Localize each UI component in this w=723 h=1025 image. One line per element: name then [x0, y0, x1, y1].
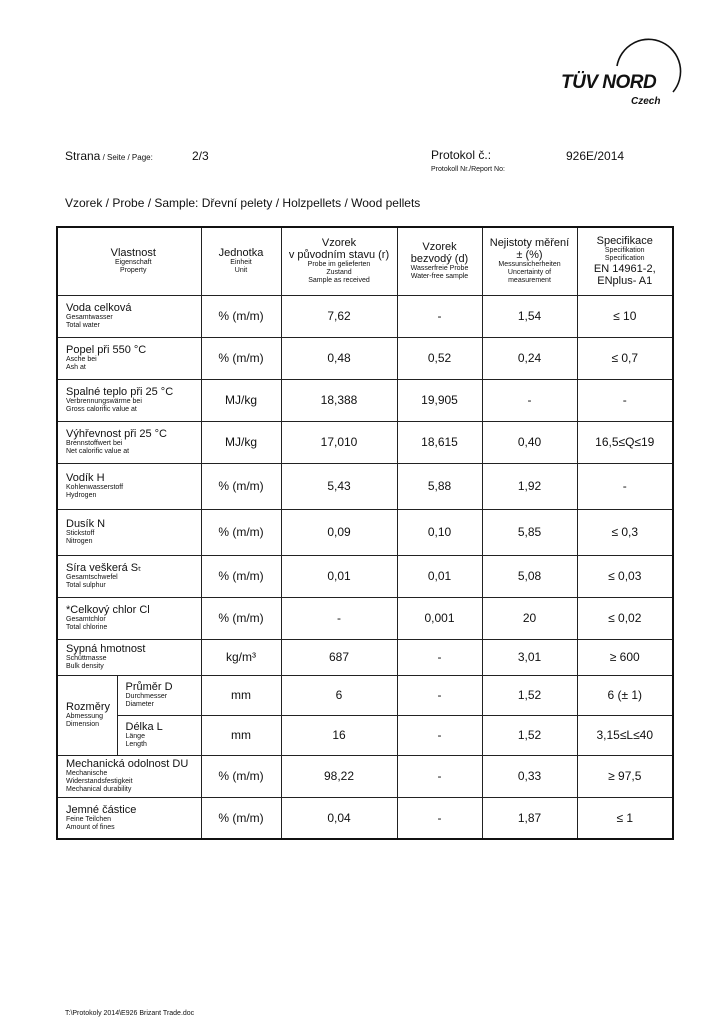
property-desc: Total sulphur [66, 582, 106, 589]
protocol-sub-label: Protokoll Nr./Report No: [431, 166, 505, 173]
uncertainty: 0,33 [482, 755, 577, 797]
property-name: Rozměry [66, 701, 111, 713]
table-row [57, 675, 673, 715]
value-as-received: 0,09 [281, 509, 397, 555]
value-as-received: 98,22 [281, 755, 397, 797]
unit-cell: % (m/m) [201, 555, 281, 597]
uncertainty: 0,40 [482, 421, 577, 463]
value-dry: 5,88 [397, 463, 482, 509]
column-title: EN 14961-2, [593, 263, 656, 276]
specification: ≤ 0,03 [577, 555, 673, 597]
column-subtitle: Water-free sample [410, 273, 469, 281]
table-row [57, 715, 673, 755]
property-name: Dusík N [66, 518, 106, 530]
uncertainty: 1,92 [482, 463, 577, 509]
column-subtitle: Property [120, 267, 147, 275]
value-as-received: 0,04 [281, 797, 397, 839]
table-row [57, 295, 673, 337]
table-row [57, 421, 673, 463]
property-name: Jemné částice [66, 803, 137, 816]
table-row [57, 337, 673, 379]
sample-title: Vzorek / Probe / Sample: Dřevní pelety / Holzpellets / Wood pellets [65, 196, 421, 210]
value-as-received: 16 [281, 715, 397, 755]
column-subtitle: measurement [508, 277, 551, 285]
unit-cell: % (m/m) [201, 463, 281, 509]
column-header-3 [397, 227, 482, 295]
column-subtitle: Uncertainty of [507, 269, 552, 277]
column-title: ± (%) [516, 249, 543, 262]
property-desc: Brennstoffwert bei [66, 440, 123, 447]
value-dry: 0,01 [397, 555, 482, 597]
specification: ≤ 10 [577, 295, 673, 337]
column-header-2 [281, 227, 397, 295]
protocol-label: Protokol č.: [431, 148, 492, 162]
value-dry: - [397, 797, 482, 839]
value-dry: - [397, 675, 482, 715]
unit-cell: % (m/m) [201, 337, 281, 379]
table-row [57, 509, 673, 555]
property-desc: Amount of fines [66, 823, 115, 831]
specification: ≥ 97,5 [577, 755, 673, 797]
property-cell [57, 337, 201, 379]
column-subtitle: Sample as received [308, 277, 370, 285]
specification: - [577, 379, 673, 421]
uncertainty: 1,54 [482, 295, 577, 337]
value-dry: 0,52 [397, 337, 482, 379]
column-subtitle: Zustand [326, 269, 352, 277]
specification: 16,5≤Q≤19 [577, 421, 673, 463]
column-header-5 [577, 227, 673, 295]
column-title: ENplus- A1 [597, 275, 653, 288]
property-desc: Gesamtschwefel [66, 574, 118, 581]
column-title: Vzorek [422, 241, 457, 254]
column-subtitle: Unit [234, 267, 248, 275]
unit-cell: MJ/kg [201, 379, 281, 421]
value-as-received: 0,48 [281, 337, 397, 379]
column-subtitle: Einheit [230, 259, 252, 267]
value-dry: 0,001 [397, 597, 482, 639]
table-row [57, 639, 673, 675]
value-as-received: 5,43 [281, 463, 397, 509]
property-desc: Mechanische [66, 770, 108, 777]
property-desc: Length [125, 741, 147, 748]
column-header-4 [482, 227, 577, 295]
value-as-received: - [281, 597, 397, 639]
unit-cell: % (m/m) [201, 509, 281, 555]
column-subtitle: Eigenschaft [114, 259, 152, 267]
property-desc: Widerstandsfestigkeit [66, 778, 133, 785]
property-desc: Gross calorific value at [66, 406, 137, 413]
property-desc: Hydrogen [66, 492, 97, 499]
uncertainty: 5,85 [482, 509, 577, 555]
property-name: Výhřevnost při 25 °C [66, 428, 167, 440]
specification: 6 (± 1) [577, 675, 673, 715]
column-title: Vlastnost [110, 247, 156, 260]
uncertainty: 1,52 [482, 675, 577, 715]
property-cell [57, 555, 201, 597]
specification: ≤ 0,7 [577, 337, 673, 379]
unit-cell: % (m/m) [201, 797, 281, 839]
column-title: bezvodý (d) [410, 253, 469, 266]
footer-path: T:\Protokoly 2014\E926 Brizant Trade.doc [65, 1010, 195, 1017]
property-desc: Länge [125, 733, 145, 740]
unit-cell: MJ/kg [201, 421, 281, 463]
property-name: Popel při 550 °C [66, 344, 147, 356]
property-name: Délka L [125, 721, 163, 733]
property-cell [57, 639, 201, 675]
specification: - [577, 463, 673, 509]
property-cell [57, 675, 117, 755]
value-as-received: 17,010 [281, 421, 397, 463]
property-desc: Feine Teilchen [66, 815, 112, 823]
property-desc: Ash at [66, 364, 86, 371]
property-desc: Diameter [125, 701, 154, 708]
property-desc: Mechanical durability [66, 786, 132, 793]
value-as-received: 18,388 [281, 379, 397, 421]
unit-cell: kg/m³ [201, 639, 281, 675]
unit-cell: % (m/m) [201, 295, 281, 337]
column-subtitle: Wasserfreie Probe [410, 265, 469, 273]
column-title: v původním stavu (r) [288, 249, 390, 262]
property-desc: Nitrogen [66, 538, 93, 545]
value-as-received: 687 [281, 639, 397, 675]
property-desc: Bulk density [66, 663, 104, 670]
value-dry: 19,905 [397, 379, 482, 421]
property-desc: Total water [66, 322, 100, 329]
property-name: Mechanická odolnost DU [66, 758, 189, 770]
table-row [57, 379, 673, 421]
value-dry: - [397, 755, 482, 797]
specification: ≤ 0,02 [577, 597, 673, 639]
table-row [57, 463, 673, 509]
table-row [57, 755, 673, 797]
value-dry: - [397, 639, 482, 675]
uncertainty: 3,01 [482, 639, 577, 675]
property-cell [117, 715, 201, 755]
column-title: Vzorek [321, 237, 357, 250]
unit-cell: % (m/m) [201, 755, 281, 797]
value-as-received: 7,62 [281, 295, 397, 337]
uncertainty: 1,87 [482, 797, 577, 839]
property-cell [57, 597, 201, 639]
logo-brand: TÜV NORD [561, 72, 657, 93]
property-desc: Total chlorine [66, 624, 108, 631]
protocol-number: 926E/2014 [566, 149, 625, 163]
table-row [57, 555, 673, 597]
property-desc: Gesamtchlor [66, 616, 106, 623]
value-dry: 0,10 [397, 509, 482, 555]
unit-cell: mm [201, 715, 281, 755]
property-cell [117, 675, 201, 715]
unit-cell: mm [201, 675, 281, 715]
value-dry: - [397, 295, 482, 337]
logo-country: Czech [631, 96, 661, 107]
column-subtitle: Specification [604, 255, 645, 263]
property-name: Průměr D [125, 681, 173, 693]
uncertainty: - [482, 379, 577, 421]
property-cell [57, 755, 201, 797]
property-cell [57, 421, 201, 463]
column-header-0 [57, 227, 201, 295]
specification: 3,15≤L≤40 [577, 715, 673, 755]
uncertainty: 5,08 [482, 555, 577, 597]
property-desc: Stickstoff [66, 530, 95, 537]
table-header [57, 227, 673, 295]
column-title: Jednotka [218, 247, 264, 260]
property-name: Síra veškerá Sₜ [66, 562, 142, 574]
property-desc: Verbrennungswärme bei [66, 398, 142, 405]
property-cell [57, 509, 201, 555]
property-name: *Celkový chlor Cl [66, 604, 150, 616]
value-as-received: 0,01 [281, 555, 397, 597]
property-name: Spalné teplo při 25 °C [66, 386, 174, 398]
uncertainty: 20 [482, 597, 577, 639]
property-desc: Abmessung [66, 713, 103, 720]
column-subtitle: Messunsicherheiten [498, 261, 561, 269]
table-row [57, 797, 673, 839]
property-desc: Schüttmasse [66, 655, 107, 662]
value-dry: 18,615 [397, 421, 482, 463]
property-desc: Dimension [66, 721, 100, 728]
uncertainty: 0,24 [482, 337, 577, 379]
table-row [57, 597, 673, 639]
specification: ≤ 1 [577, 797, 673, 839]
column-title: Specifikace [596, 235, 653, 248]
tuv-nord-logo [555, 28, 695, 118]
results-table [56, 226, 674, 840]
property-cell [57, 379, 201, 421]
column-subtitle: Probe im gelieferten [307, 261, 371, 269]
column-header-1 [201, 227, 281, 295]
value-as-received: 6 [281, 675, 397, 715]
column-subtitle: Specifikation [604, 247, 645, 255]
page-number: 2/3 [192, 149, 209, 163]
property-name: Voda celková [66, 302, 132, 314]
value-dry: - [397, 715, 482, 755]
property-name: Sypná hmotnost [66, 643, 146, 655]
page-label: Strana / Seite / Page: [65, 149, 153, 163]
specification: ≤ 0,3 [577, 509, 673, 555]
property-cell [57, 463, 201, 509]
property-desc: Net calorific value at [66, 448, 130, 455]
property-cell [57, 295, 201, 337]
property-desc: Durchmesser [125, 693, 168, 700]
specification: ≥ 600 [577, 639, 673, 675]
property-desc: Asche bei [66, 356, 97, 363]
property-desc: Kohlenwasserstoff [66, 484, 124, 491]
uncertainty: 1,52 [482, 715, 577, 755]
property-cell [57, 797, 201, 839]
column-title: Nejistoty měření [489, 237, 570, 250]
unit-cell: % (m/m) [201, 597, 281, 639]
property-desc: Gesamtwasser [66, 314, 113, 321]
property-name: Vodík H [66, 472, 105, 484]
